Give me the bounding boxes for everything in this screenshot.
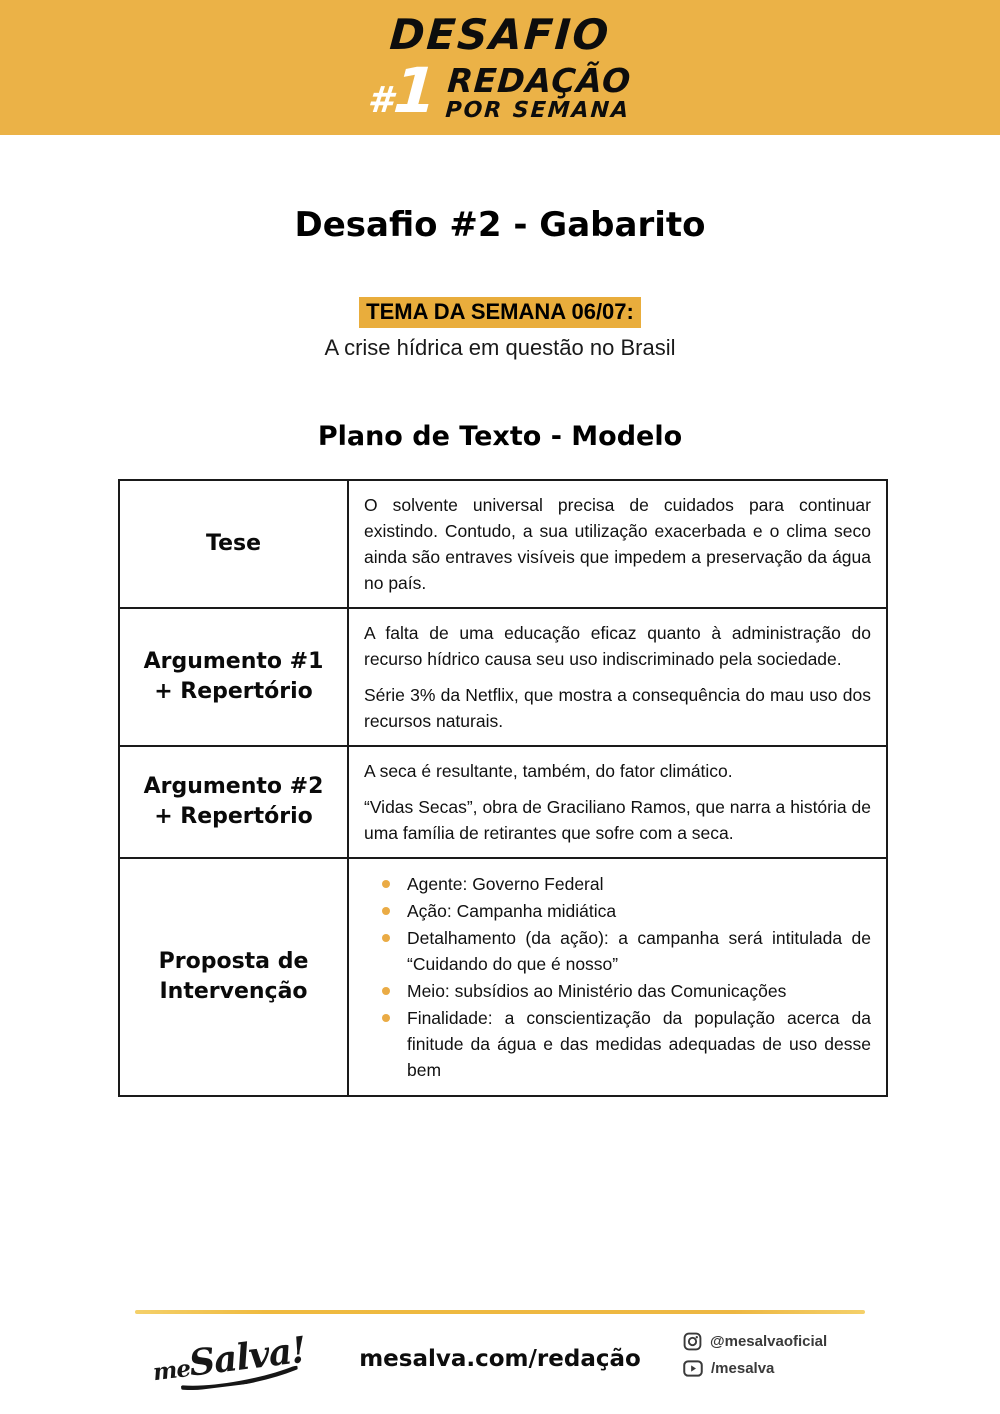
paragraph: Série 3% da Netflix, que mostra a consequência do mau uso dos recursos naturais. bbox=[364, 685, 871, 731]
youtube-handle: /mesalva bbox=[711, 1360, 775, 1377]
plan-table bbox=[118, 479, 888, 1097]
logo-number: #1 bbox=[366, 54, 440, 127]
social-instagram[interactable] bbox=[683, 1332, 827, 1351]
logo-redacao-text: REDAÇÃO bbox=[446, 61, 633, 100]
bullet-item: Finalidade: a conscientização da população acerca da finitude da água e das medidas adequadas de uso desse bem bbox=[376, 1005, 871, 1083]
row-label: Proposta de Intervenção bbox=[119, 858, 348, 1096]
footer bbox=[0, 1330, 1000, 1410]
row-content bbox=[348, 608, 887, 746]
bullet-list bbox=[364, 871, 871, 1083]
table-row-argumento-2 bbox=[119, 746, 887, 858]
row-label: Argumento #2 + Repertório bbox=[119, 746, 348, 858]
instagram-icon bbox=[683, 1332, 702, 1351]
row-content bbox=[348, 746, 887, 858]
row-label: Argumento #1 + Repertório bbox=[119, 608, 348, 746]
logo-por-semana-text: POR SEMANA bbox=[444, 98, 631, 123]
row-label: Tese bbox=[119, 480, 348, 608]
paragraph: A falta de uma educação eficaz quanto à administração do recurso hídrico causa seu uso indiscriminado pela sociedade. bbox=[364, 623, 871, 669]
paragraph: A seca é resultante, também, do fator climático. bbox=[364, 761, 733, 781]
row-content bbox=[348, 858, 887, 1096]
footer-divider bbox=[135, 1310, 865, 1314]
paragraph: O solvente universal precisa de cuidados para continuar existindo. Contudo, a sua utilização exacerbada e o clima seco ainda são entraves visíveis que impedem a preservação da água no país. bbox=[364, 495, 871, 593]
section-title: Plano de Texto - Modelo bbox=[317, 421, 683, 452]
table-row-proposta bbox=[119, 858, 887, 1096]
page-title: Desafio #2 - Gabarito bbox=[294, 205, 706, 245]
top-banner bbox=[0, 0, 1000, 135]
bullet-item: Meio: subsídios ao Ministério das Comunicações bbox=[376, 978, 871, 1004]
table-row-argumento-1 bbox=[119, 608, 887, 746]
table-row-tese bbox=[119, 480, 887, 608]
youtube-icon bbox=[683, 1360, 703, 1377]
desafio-logo bbox=[366, 10, 633, 127]
bullet-item: Detalhamento (da ação): a campanha será intitulada de “Cuidando do que é nosso” bbox=[376, 925, 871, 977]
paragraph: “Vidas Secas”, obra de Graciliano Ramos, que narra a história de uma família de retirantes que sofre com a seca. bbox=[364, 797, 871, 843]
social-links bbox=[683, 1332, 827, 1377]
site-url[interactable]: mesalva.com/redação bbox=[359, 1346, 641, 1372]
social-youtube[interactable] bbox=[683, 1360, 827, 1377]
row-content bbox=[348, 480, 887, 608]
bullet-item: Agente: Governo Federal bbox=[376, 871, 871, 897]
logo-desafio-text: DESAFIO bbox=[388, 10, 612, 59]
instagram-handle: @mesalvaoficial bbox=[710, 1333, 828, 1350]
mesalva-logo-me: me bbox=[151, 1354, 192, 1387]
theme-label-highlight: TEMA DA SEMANA 06/07: bbox=[359, 297, 641, 328]
bullet-item: Ação: Campanha midiática bbox=[376, 898, 871, 924]
mesalva-logo-salva: Salva! bbox=[186, 1328, 309, 1385]
theme-text: A crise hídrica em questão no Brasil bbox=[324, 335, 676, 360]
